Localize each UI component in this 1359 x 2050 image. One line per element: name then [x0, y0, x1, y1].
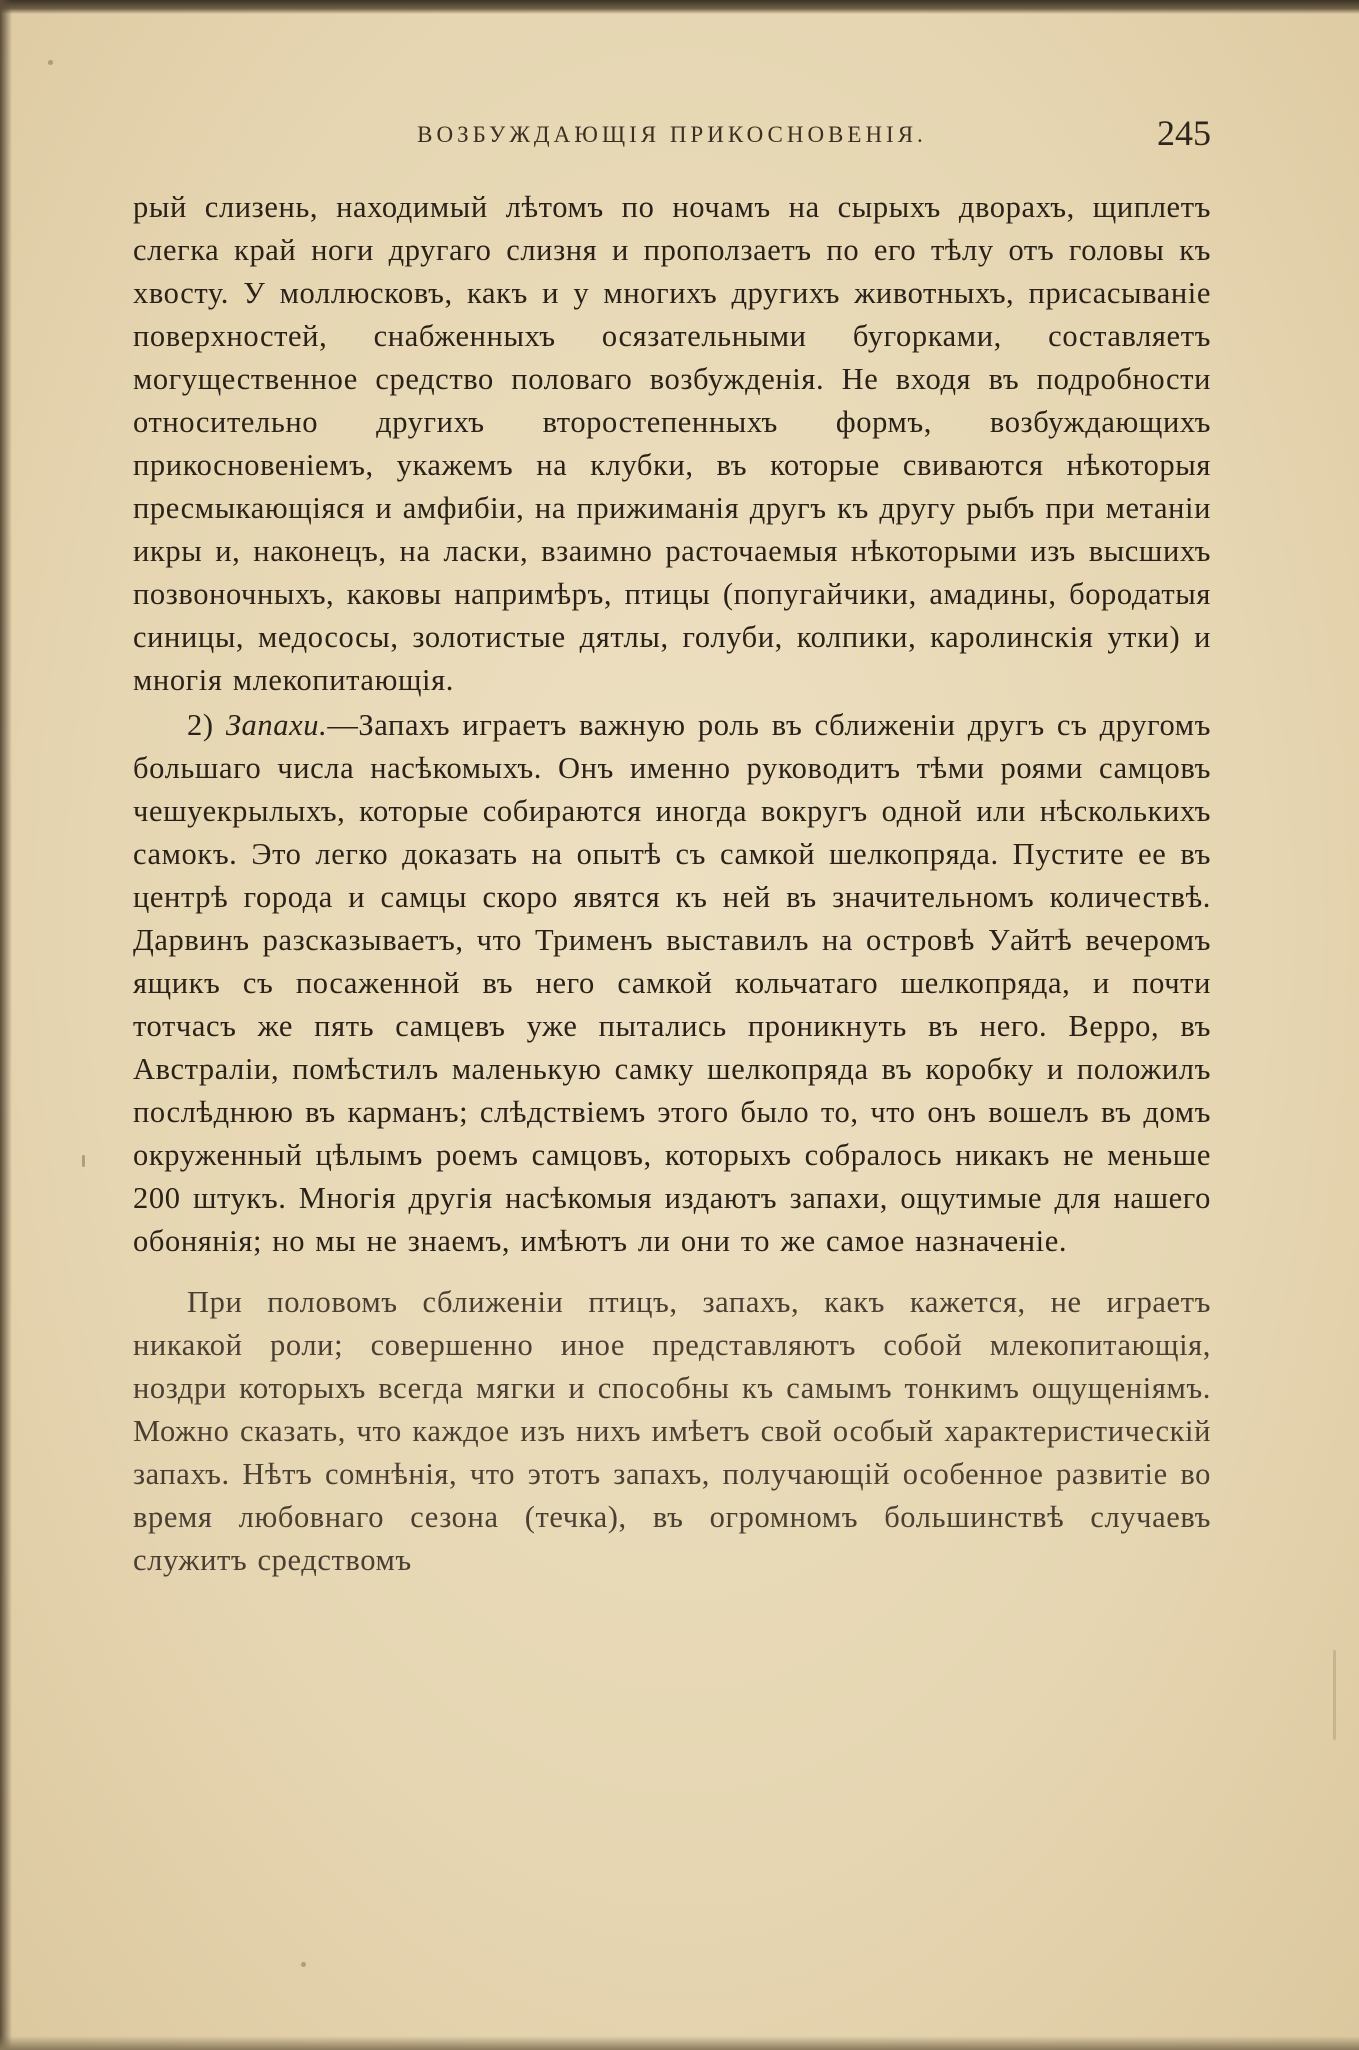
body-text	[133, 186, 1211, 1582]
paragraph-mammals-text: При половомъ сближеніи птицъ, запахъ, какъ кажется, не играетъ никакой роли; совершенно иное представляютъ собой млекопитающія, ноздри которыхъ всегда мягки и способны къ самымъ тонкимъ ощущеніямъ. Можно сказать, что каждое изъ нихъ имѣетъ свой особый характеристическій запахъ. Нѣтъ сомнѣнія, что этотъ запахъ, получающій особенное развитіе во время любовнаго сезона (течка), въ огромномъ большинствѣ случаевъ служитъ средствомъ	[133, 1285, 1211, 1577]
paragraph-smells	[133, 704, 1211, 1263]
running-head: ВОЗБУЖДАЮЩІЯ ПРИКОСНОВЕНІЯ.	[417, 122, 927, 147]
page-top-edge	[0, 0, 1359, 14]
section-number: 2)	[187, 708, 214, 742]
paper-speck	[48, 60, 53, 65]
paper-speck	[82, 1155, 85, 1167]
section-title: Запахи.	[225, 708, 328, 742]
paper-speck	[1333, 1650, 1336, 1740]
paragraph-mammals	[133, 1281, 1211, 1582]
page-left-edge	[0, 0, 12, 2050]
page-number: 245	[1157, 113, 1211, 153]
paper-speck	[301, 1962, 306, 1967]
section-body: —Запахъ играетъ важную роль въ сближеніи другъ съ другомъ большаго числа насѣкомыхъ. Онъ именно руководитъ тѣми роями самцовъ чешуекрылыхъ, которые собираются иногда вокругъ одной или нѣсколькихъ самокъ. Это легко доказать на опытѣ съ самкой шелкопряда. Пустите ее въ центрѣ города и самцы скоро явятся къ ней въ значительномъ количествѣ. Дарвинъ разсказываетъ, что Трименъ выставилъ на островѣ Уайтѣ вечеромъ ящикъ съ посаженной въ него самкой кольчатаго шелкопряда, и почти тотчасъ же пять самцевъ уже пытались проникнуть въ него. Верро, въ Австраліи, помѣстилъ маленькую самку шелкопряда въ коробку и положилъ послѣднюю въ карманъ; слѣдствіемъ этого было то, что онъ вошелъ въ домъ окруженный цѣлымъ роемъ самцовъ, которыхъ собралось никакъ не меньше 200 штукъ. Многія другія насѣкомыя издаютъ запахи, ощутимые для нашего обонянія; но мы не знаемъ, имѣютъ ли они то же самое назначеніе.	[133, 708, 1211, 1258]
page-header	[133, 112, 1211, 162]
page-bottom-edge	[0, 2036, 1359, 2050]
paragraph-continuation: рый слизень, находимый лѣтомъ по ночамъ на сырыхъ дворахъ, щиплетъ слегка край ноги другаго слизня и проползаетъ по его тѣлу отъ головы къ хвосту. У моллюсковъ, какъ и у многихъ другихъ животныхъ, присасываніе поверхностей, снабженныхъ осязательными бугорками, составляетъ могущественное средство половаго возбужденія. Не входя въ подробности относительно другихъ второстепенныхъ формъ, возбуждающихъ прикосновеніемъ, укажемъ на клубки, въ которые свиваются нѣкоторыя пресмыкающіяся и амфибіи, на прижиманія другъ къ другу рыбъ при метаніи икры и, наконецъ, на ласки, взаимно расточаемыя нѣкоторыми изъ высшихъ позвоночныхъ, каковы напримѣръ, птицы (попугайчики, амадины, бородатыя синицы, медососы, золотистые дятлы, голуби, колпики, каролинскія утки) и многія млекопитающія.	[133, 190, 1211, 697]
